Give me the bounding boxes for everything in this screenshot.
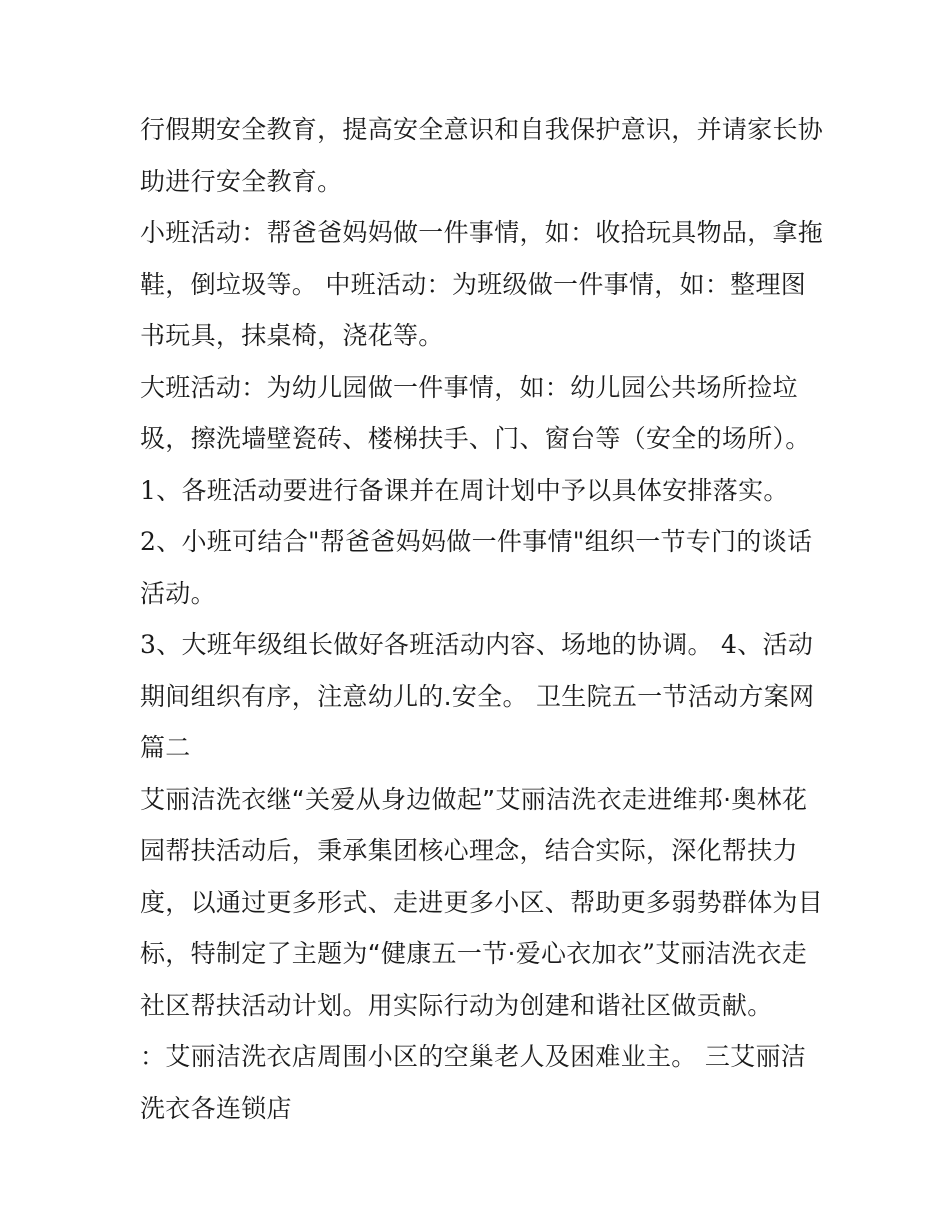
text-line [140, 104, 824, 156]
text-segment: 助进行安全教育。 [140, 166, 343, 196]
text-line [140, 825, 820, 877]
text-segment: 2、小班可结合"帮爸爸妈妈做一件事情" [140, 527, 585, 556]
text-line [140, 310, 820, 362]
text-segment: 小班活动：帮爸爸妈妈做一件事情，如：收拾玩具物品，拿拖 [140, 218, 824, 247]
text-line [140, 619, 820, 671]
text-segment: 标，特制定了主题为“健康五一节· [140, 939, 516, 968]
text-line [140, 877, 824, 929]
text-segment: 艾丽洁洗衣继“关爱从身边做起”艾丽洁洗衣走进维邦·奥林花 [140, 784, 808, 814]
text-line [140, 568, 820, 620]
text-segment: 园帮扶活动后，秉承集团核心理念，结合实际，深化帮扶力 [140, 836, 798, 865]
text-segment: 活动。 [140, 578, 216, 608]
text-line [140, 1083, 820, 1135]
text-segment: 组织一节专门的谈话 [584, 527, 813, 556]
text-segment: 书玩具，抹桌椅，浇花等。 [140, 321, 444, 350]
text-segment: 篇二 [140, 733, 191, 762]
text-segment: 圾，擦洗墙壁瓷砖、楼梯扶手、门、窗台等（安全的场所）。 [140, 424, 811, 453]
text-line [140, 774, 820, 826]
text-line [140, 259, 820, 311]
text-line [140, 362, 820, 414]
text-segment: 1、各班活动要进行备课并在周计划中予以具体安排落实。 [140, 475, 789, 505]
text-line [140, 516, 820, 568]
text-line [140, 980, 820, 1032]
text-line [140, 207, 824, 259]
text-line [140, 413, 820, 465]
text-segment: 大班活动：为幼儿园做一件事情，如：幼儿园公共场所捡垃 [140, 372, 798, 402]
text-segment: 洗衣各连锁店 [140, 1093, 292, 1123]
text-segment: 鞋，倒垃圾等。 中班活动：为班级做一件事情，如：整理图 [140, 269, 807, 299]
text-line [140, 156, 820, 208]
text-segment: 度，以通过更多形式、走进更多小区、帮助更多弱势群体为目 [140, 887, 824, 917]
text-line [140, 671, 820, 723]
text-line [140, 1031, 820, 1083]
text-segment: ：艾丽洁洗衣店周围小区的空巢老人及困难业主。 三艾丽洁 [140, 1042, 807, 1071]
text-segment: 安全。 卫生院五一节活动方案网 [451, 681, 815, 711]
text-segment: 期间组织有序，注意幼儿的. [140, 681, 452, 711]
text-line [140, 928, 820, 980]
text-segment: 行假期安全教育，提高安全意识和自我保护意识，并请家长协 [140, 115, 824, 144]
text-segment: 3、大班年级组长做好各班活动内容、场地的协调。 4、活动 [140, 630, 814, 659]
document-body [140, 104, 824, 1134]
text-line [140, 465, 820, 517]
text-segment: 爱心衣加衣”艾丽洁洗衣走 [515, 939, 808, 968]
text-line [140, 722, 820, 774]
text-segment: 社区帮扶活动计划。用实际行动为创建和谐社区做贡献。 [140, 990, 773, 1020]
